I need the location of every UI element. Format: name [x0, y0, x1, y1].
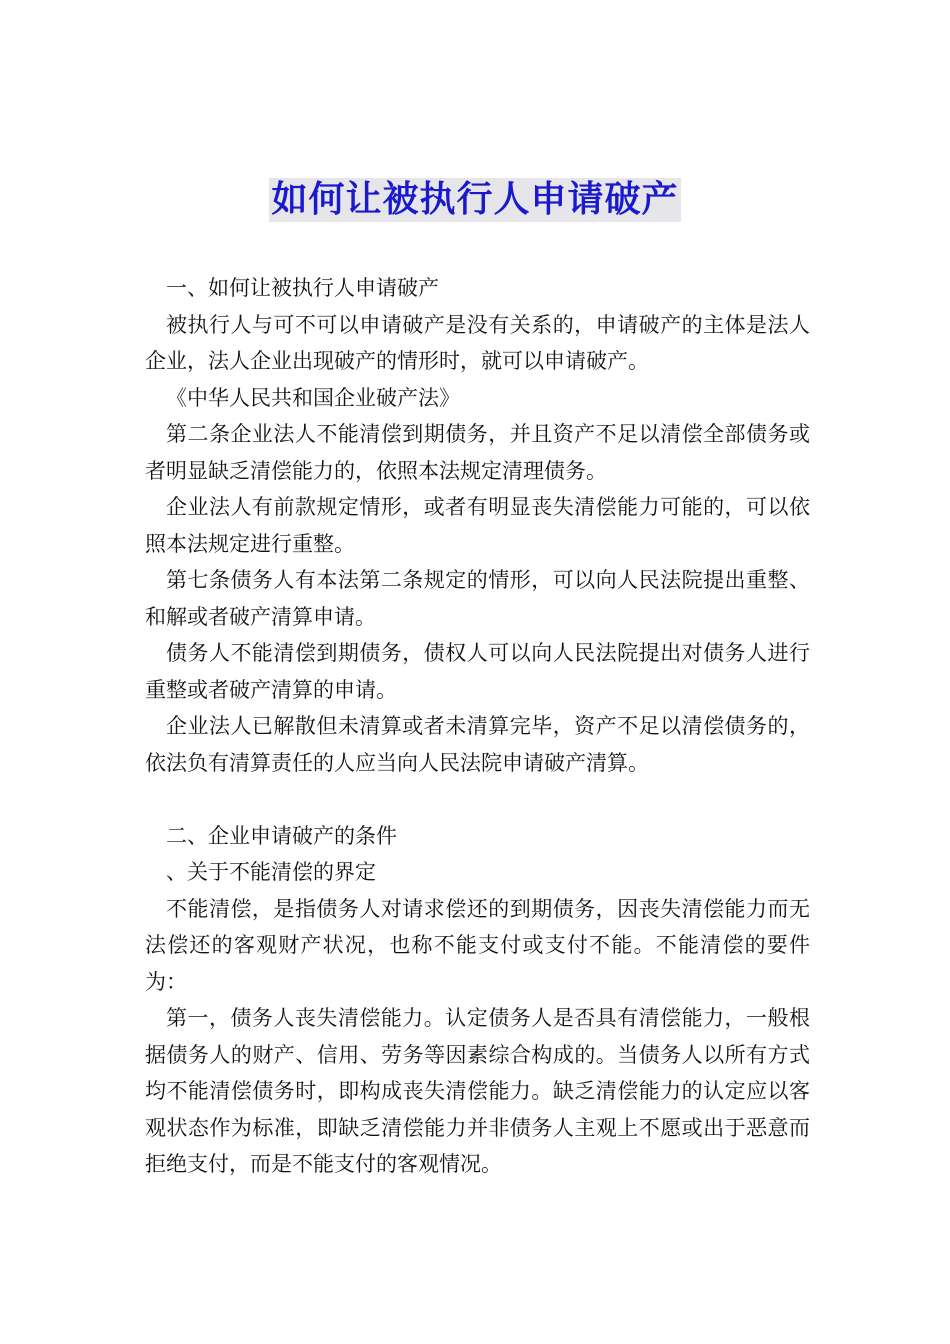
paragraph: 债务人不能清偿到期债务，债权人可以向人民法院提出对债务人进行重整或者破产清算的申请。: [145, 641, 810, 702]
paragraph: 不能清偿，是指债务人对请求偿还的到期债务，因丧失清偿能力而无法偿还的客观财产状况，也称不能支付或支付不能。不能清偿的要件为：: [145, 896, 810, 994]
title-container: [0, 178, 950, 222]
paragraph: 第七条债务人有本法第二条规定的情形，可以向人民法院提出重整、和解或者破产清算申请。: [145, 568, 810, 629]
law-title: 《中华人民共和国企业破产法》: [166, 385, 460, 410]
section-heading-1: 一、如何让被执行人申请破产: [166, 276, 439, 300]
paragraph: 被执行人与可不可以申请破产是没有关系的，申请破产的主体是法人企业，法人企业出现破产的情形时，就可以申请破产。: [145, 312, 810, 373]
section-heading-2: 二、企业申请破产的条件: [166, 823, 397, 848]
paragraph: 第一，债务人丧失清偿能力。认定债务人是否具有清偿能力，一般根据债务人的财产、信用、劳务等因素综合构成的。当债务人以所有方式均不能清偿债务时，即构成丧失清偿能力。缺乏清偿能力的认定应以客观状态作为标准，即缺乏清偿能力并非债务人主观上不愿或出于恶意而拒绝支付，而是不能支付的客观情况。: [145, 1006, 810, 1176]
document-title: 如何让被执行人申请破产: [271, 179, 679, 220]
paragraph: 企业法人已解散但未清算或者未清算完毕，资产不足以清偿债务的，依法负有清算责任的人应当向人民法院申请破产清算。: [145, 714, 810, 775]
section-gap: [145, 781, 810, 818]
subsection-heading: 、关于不能清偿的界定: [166, 860, 376, 884]
document-body: [145, 270, 810, 1183]
paragraph: 企业法人有前款规定情形，或者有明显丧失清偿能力可能的，可以依照本法规定进行重整。: [145, 495, 810, 556]
paragraph: 第二条企业法人不能清偿到期债务，并且资产不足以清偿全部债务或者明显缺乏清偿能力的，依照本法规定清理债务。: [145, 422, 810, 483]
